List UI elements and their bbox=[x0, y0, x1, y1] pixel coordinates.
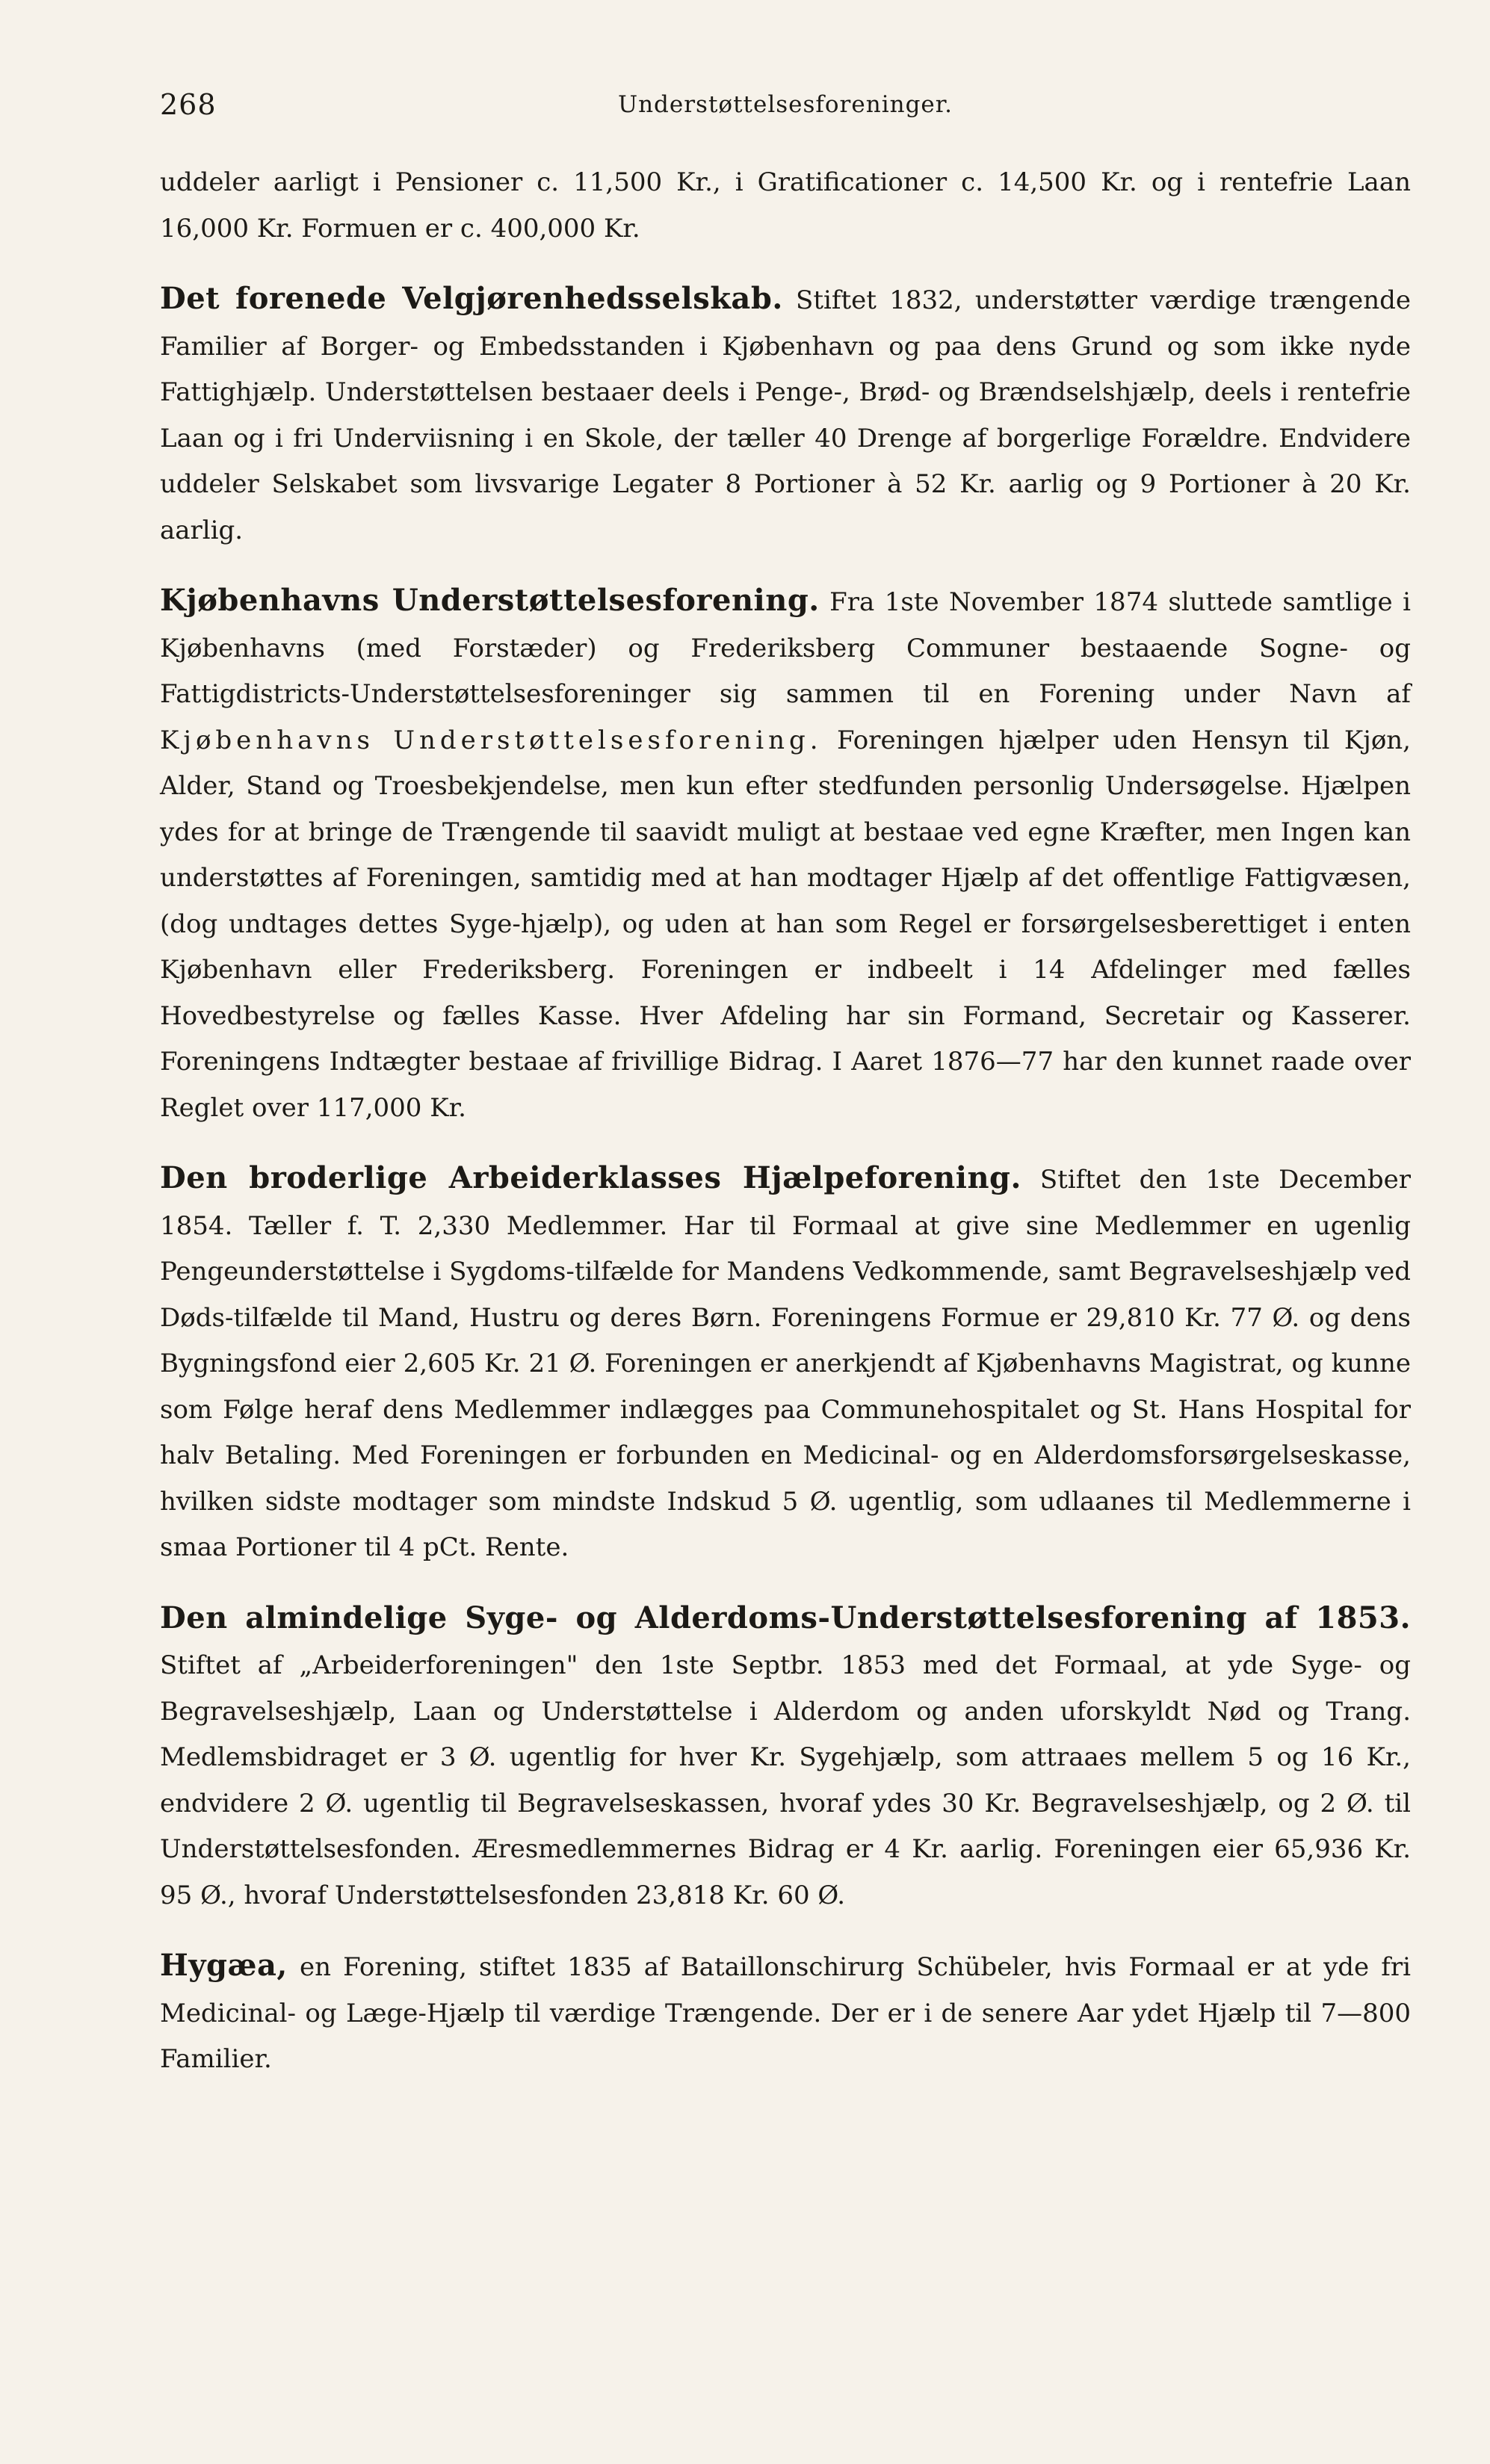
entry-velgjorenhedsselskab bbox=[160, 276, 1411, 554]
entry-spaced-name: Kjøbenhavns Understøttelsesforening. bbox=[160, 725, 823, 755]
entry-text-continued: Foreningen hjælper uden Hensyn til Kjøn, Alder, Stand og Troesbekjendelse, men kun efter stedfunden personlig Undersøgelse. Hjælpen ydes for at bringe de Trængende til saavidt muligt at bestaae ved egne Kræfter, men Ingen kan understøttes af Foreningen, samtidig med at han modtager Hjælp af det offentlige Fattigvæsen, (dog undtages dettes Syge-hjælp), og uden at han som Regel er forsørgelsesberettiget i enten Kjøbenhavn eller Frederiksberg. Foreningen er indbeelt i 14 Afdelinger med fælles Hovedbestyrelse og fælles Kasse. Hver Afdeling har sin Formand, Secretair og Kasserer. Foreningens Indtægter bestaae af frivillige Bidrag. I Aaret 1876—77 har den kunnet raade over Reglet over 117,000 Kr. bbox=[160, 725, 1411, 1123]
intro-paragraph bbox=[160, 160, 1411, 252]
running-title: Understøttelsesforeninger. bbox=[617, 91, 953, 118]
entry-kjobenhavns-understottelsesforening bbox=[160, 578, 1411, 1131]
page-number: 268 bbox=[160, 88, 217, 121]
running-head bbox=[160, 88, 1411, 130]
entry-broderlige-arbeiderklasse bbox=[160, 1155, 1411, 1571]
entry-heading: Hygæa, bbox=[160, 1948, 288, 1983]
entry-heading: Den almindelige Syge- og Alderdoms-Understøttelsesforening af 1853. bbox=[160, 1600, 1411, 1635]
entry-heading: Den broderlige Arbeiderklasses Hjælpeforening. bbox=[160, 1160, 1021, 1195]
intro-text: uddeler aarligt i Pensioner c. 11,500 Kr., i Gratificationer c. 14,500 Kr. og i rentefrie Laan 16,000 Kr. Formuen er c. 400,000 Kr. bbox=[160, 167, 1411, 244]
entry-almindelige-syge-forening bbox=[160, 1595, 1411, 1919]
entry-text: Stiftet den 1ste December 1854. Tæller f. T. 2,330 Medlemmer. Har til Formaal at give sine Medlemmer en ugenlig Pengeunderstøttelse i Sygdoms-tilfælde for Mandens Vedkommende, samt Begravelseshjælp ved Døds-tilfælde til Mand, Hustru og deres Børn. Foreningens Formue er 29,810 Kr. 77 Ø. og dens Bygningsfond eier 2,605 Kr. 21 Ø. Foreningen er anerkjendt af Kjøbenhavns Magistrat, og kunne som Følge heraf dens Medlemmer indlægges paa Communehospitalet og St. Hans Hospital for halv Betaling. Med Foreningen er forbunden en Medicinal- og en Alderdomsforsørgelseskasse, hvilken sidste modtager som mindste Indskud 5 Ø. ugentlig, som udlaanes til Medlemmerne i smaa Portioner til 4 pCt. Rente. bbox=[160, 1165, 1411, 1562]
entry-hygaea bbox=[160, 1943, 1411, 2083]
entry-heading: Det forenede Velgjørenhedsselskab. bbox=[160, 281, 783, 316]
entry-text: Fra 1ste November 1874 sluttede samtlige i Kjøbenhavns (med Forstæder) og Frederiksberg Communer bestaaende Sogne- og Fattigdistricts-Understøttelsesforeninger sig sammen til en Forening under Navn af bbox=[160, 587, 1411, 709]
entry-text: Stiftet af „Arbeiderforeningen" den 1ste Septbr. 1853 med det Formaal, at yde Syge- og Begravelseshjælp, Laan og Understøttelse i Alderdom og anden uforskyldt Nød og Trang. Medlemsbidraget er 3 Ø. ugentlig for hver Kr. Sygehjælp, som attraaes mellem 5 og 16 Kr., endvidere 2 Ø. ugentlig til Begravelseskassen, hvoraf ydes 30 Kr. Begravelseshjælp, og 2 Ø. til Understøttelsesfonden. Æresmedlemmernes Bidrag er 4 Kr. aarlig. Foreningen eier 65,936 Kr. 95 Ø., hvoraf Understøttelsesfonden 23,818 Kr. 60 Ø. bbox=[160, 1650, 1411, 1910]
entry-text: en Forening, stiftet 1835 af Bataillonschirurg Schübeler, hvis Formaal er at yde fri Medicinal- og Læge-Hjælp til værdige Trængende. Der er i de senere Aar ydet Hjælp til 7—800 Familier. bbox=[160, 1952, 1411, 2074]
document-page bbox=[160, 88, 1411, 2083]
entry-text: Stiftet 1832, understøtter værdige trængende Familier af Borger- og Embedsstanden i Kjøbenhavn og paa dens Grund og som ikke nyde Fattighjælp. Understøttelsen bestaaer deels i Penge-, Brød- og Brændselshjælp, deels i rentefrie Laan og i fri Underviisning i en Skole, der tæller 40 Drenge af borgerlige Forældre. Endvidere uddeler Selskabet som livsvarige Legater 8 Portioner à 52 Kr. aarlig og 9 Portioner à 20 Kr. aarlig. bbox=[160, 285, 1411, 545]
entry-heading: Kjøbenhavns Understøttelsesforening. bbox=[160, 583, 820, 618]
